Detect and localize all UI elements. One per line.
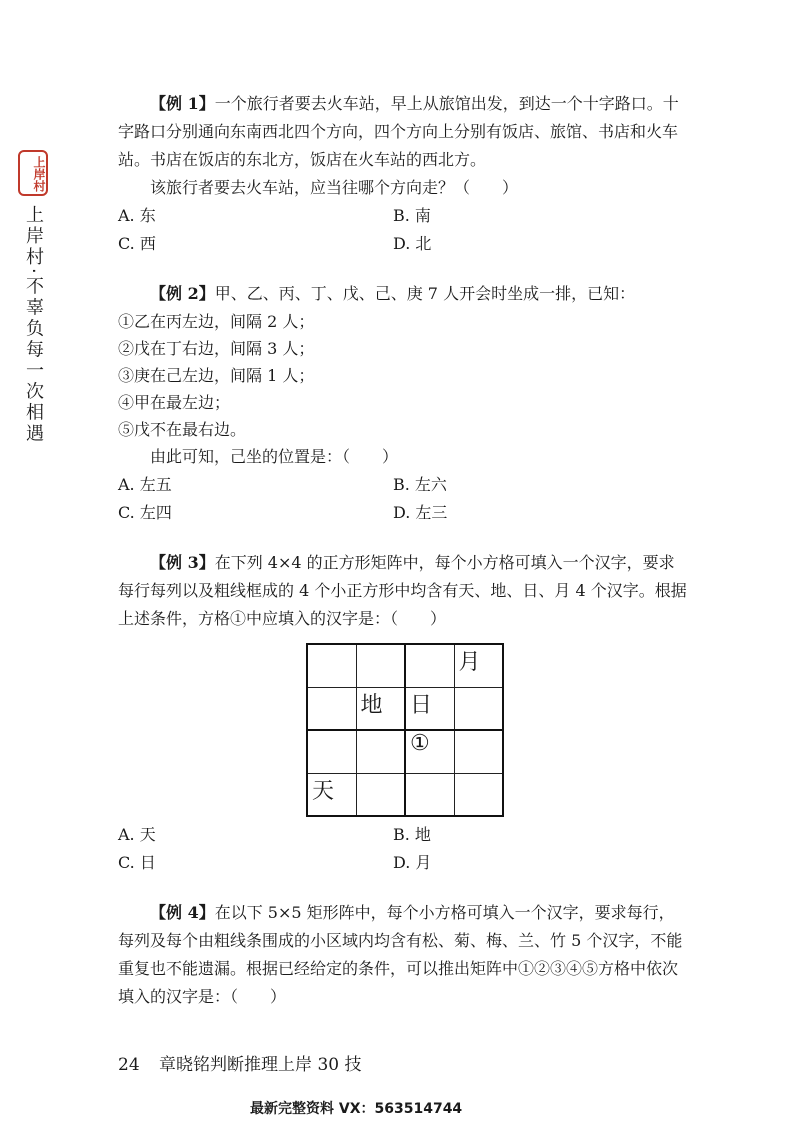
grid-cell <box>405 644 454 687</box>
book-title: 章晓铭判断推理上岸 30 技 <box>159 1055 362 1075</box>
ex1-text: 一个旅行者要去火车站，早上从旅馆出发，到达一个十字路口。十字路口分别通向东南西北四个方向，四个方向上分别有饭店、旅馆、书店和火车站。书店在饭店的东北方，饭店在火车站的西北方。 <box>118 94 679 169</box>
ex1-option-b: B. 南 <box>393 206 431 225</box>
ex2-text: 甲、乙、丙、丁、戊、己、庚 7 人开会时坐成一排，已知： <box>214 284 636 303</box>
ex3-option-a: A. 天 <box>118 825 156 844</box>
ex1-paragraph <box>118 90 688 174</box>
ex1-option-a: A. 东 <box>118 206 156 225</box>
grid-cell <box>454 730 503 773</box>
ex3-grid <box>306 643 504 817</box>
grid-cell <box>454 773 503 816</box>
grid-cell <box>454 687 503 730</box>
ex4-paragraph <box>118 899 688 1011</box>
grid-cell <box>405 773 454 816</box>
ex2-options <box>118 471 678 527</box>
grid-cell: 日 <box>405 687 454 730</box>
ex1-option-d: D. 北 <box>393 234 432 253</box>
grid-cell: 月 <box>454 644 503 687</box>
ex2-item: ⑤戊不在最右边。 <box>118 420 247 439</box>
ex3-option-d: D. 月 <box>393 853 432 872</box>
ex2-question: 由此可知，己坐的位置是：（ ） <box>150 447 399 466</box>
ex2-item: ①乙在丙左边，间隔 2 人； <box>118 312 315 331</box>
grid-cell <box>307 644 356 687</box>
grid-cell <box>356 773 405 816</box>
ex3-text: 在下列 4×4 的正方形矩阵中，每个小方格可填入一个汉字，要求每行每列以及粗线框成的 4 个小正方形中均含有天、地、日、月 4 个汉字。根据上述条件，方格①中应填入的汉字是：（ ） <box>118 553 687 628</box>
ex1-option-c: C. 西 <box>118 234 156 253</box>
page-content <box>118 90 688 1011</box>
ex1-question: 该旅行者要去火车站，应当往哪个方向走？（ ） <box>150 178 519 197</box>
ex3-grid-wrapper <box>118 643 688 817</box>
ex2-option-d: D. 左三 <box>393 503 448 522</box>
ex3-paragraph <box>118 549 688 633</box>
grid-cell <box>307 730 356 773</box>
ex2-item: ③庚在己左边，间隔 1 人； <box>118 366 315 385</box>
grid-cell: 地 <box>356 687 405 730</box>
grid-cell <box>307 687 356 730</box>
ex1-options <box>118 202 678 258</box>
page-footer <box>118 1050 362 1075</box>
ex2-paragraph <box>118 280 688 308</box>
ex2-item: ④甲在最左边； <box>118 393 231 412</box>
ex2-option-a: A. 左五 <box>118 475 172 494</box>
ex2-item: ②戊在丁右边，间隔 3 人； <box>118 339 315 358</box>
ex3-label: 【例 3】 <box>150 553 215 572</box>
ex2-option-c: C. 左四 <box>118 503 172 522</box>
grid-cell: 天 <box>307 773 356 816</box>
page-number: 24 <box>118 1055 140 1075</box>
grid-cell: ① <box>405 730 454 773</box>
grid-cell <box>356 644 405 687</box>
ex4-label: 【例 4】 <box>150 903 215 922</box>
side-tagline: 上岸村·不辜负每一次相遇 <box>23 205 44 445</box>
ex2-label: 【例 2】 <box>150 284 215 303</box>
watermark-text: 最新完整资料 VX：563514744 <box>250 1101 463 1117</box>
seal-stamp: 上岸村 <box>18 150 48 196</box>
ex3-option-b: B. 地 <box>393 825 431 844</box>
ex1-label: 【例 1】 <box>150 94 215 113</box>
ex3-options <box>118 821 678 877</box>
ex3-option-c: C. 日 <box>118 853 156 872</box>
grid-cell <box>356 730 405 773</box>
ex2-option-b: B. 左六 <box>393 475 447 494</box>
ex4-text: 在以下 5×5 矩形阵中，每个小方格可填入一个汉字，要求每行，每列及每个由粗线条围成的小区域内均含有松、菊、梅、兰、竹 5 个汉字，不能重复也不能遗漏。根据已经给定的条件，可以推出矩阵中①②③④⑤方格中依次填入的汉字是：（ ） <box>118 903 683 1006</box>
